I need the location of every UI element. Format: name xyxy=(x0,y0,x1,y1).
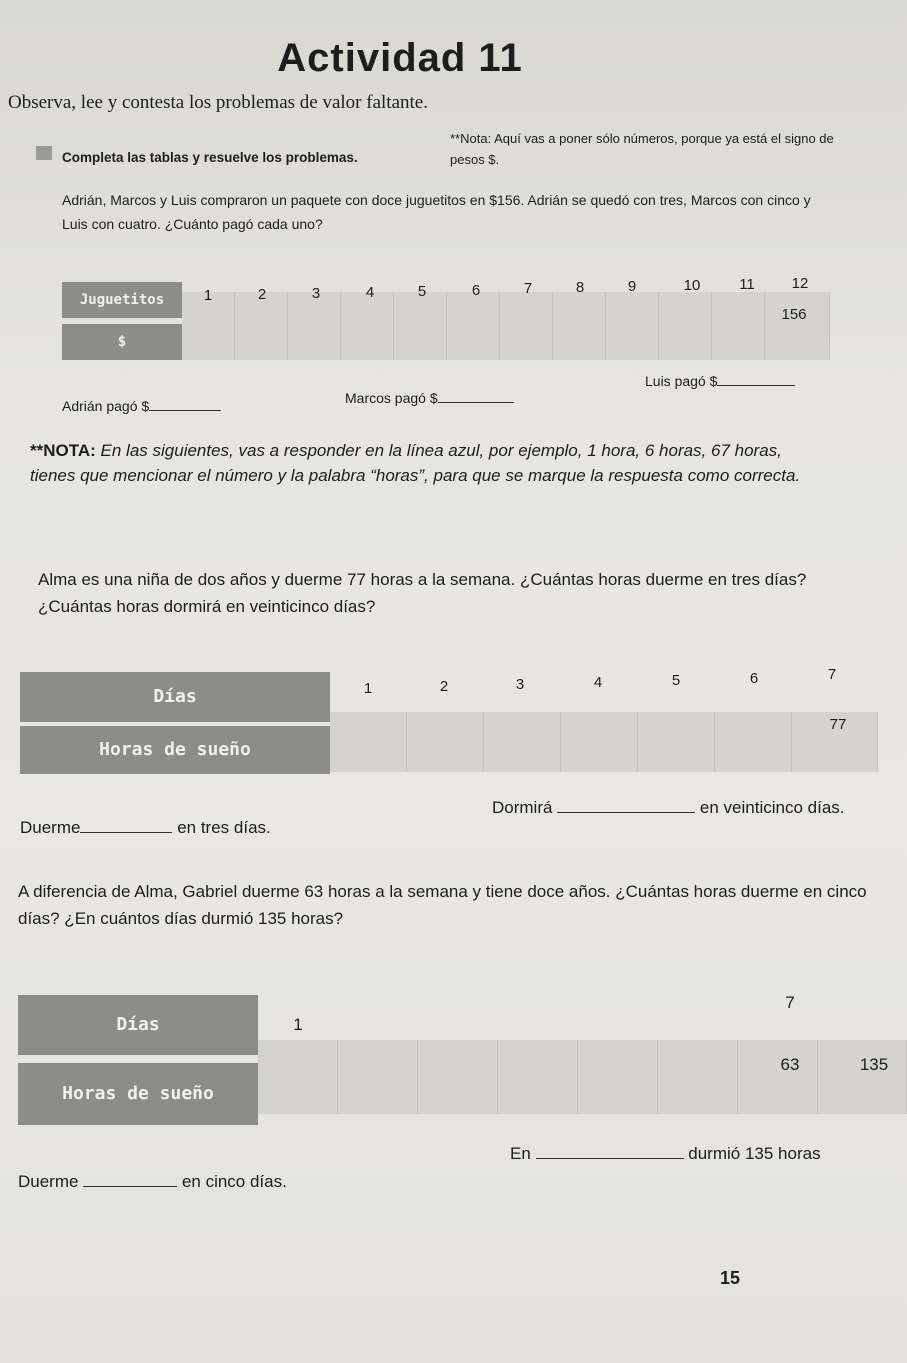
column-label: 8 xyxy=(575,279,585,296)
page-number: 15 xyxy=(720,1268,741,1288)
table-juguetitos xyxy=(62,262,832,362)
answer-blank[interactable] xyxy=(536,1144,684,1159)
table-header-horas: Horas de sueño xyxy=(18,1063,258,1125)
answer-prefix: En xyxy=(510,1144,531,1163)
table-cell[interactable] xyxy=(258,1040,338,1114)
problem-3-text: A diferencia de Alma, Gabriel duerme 63 horas a la semana y tiene doce años. ¿Cuántas horas duerme en cinco días? ¿En cuántos días durmió 135 horas? xyxy=(18,882,867,928)
column-label: 7 xyxy=(523,280,533,297)
answer-blank[interactable] xyxy=(557,798,695,813)
table-row-values xyxy=(258,1040,907,1114)
table-cell[interactable] xyxy=(407,712,484,772)
column-label: 1 xyxy=(293,1015,303,1034)
table-cell[interactable] xyxy=(498,1040,578,1114)
value-63: 63 xyxy=(780,1055,800,1074)
value-135: 135 xyxy=(859,1055,889,1074)
answer-gabriel-a xyxy=(18,1172,287,1192)
currency-note: **Nota: Aquí vas a poner sólo números, porque ya está el signo de pesos $. xyxy=(450,131,834,167)
answer-suffix: durmió 135 horas xyxy=(688,1144,821,1163)
column-label: 3 xyxy=(311,285,321,302)
answer-suffix: en veinticinco días. xyxy=(699,798,845,817)
answer-marcos xyxy=(345,388,514,406)
column-label: 10 xyxy=(683,277,701,294)
column-label: 6 xyxy=(749,670,759,687)
column-label: 5 xyxy=(671,672,681,689)
answer-alma-b xyxy=(492,798,845,818)
answer-suffix: en tres días. xyxy=(177,818,271,837)
table-cell[interactable] xyxy=(578,1040,658,1114)
problem-1-text: Adrián, Marcos y Luis compraron un paquete con doce juguetitos en $156. Adrián se quedó con tres, Marcos con cinco y Luis con cuatro. ¿Cuánto pagó cada uno? xyxy=(62,192,811,232)
column-label: 2 xyxy=(439,678,449,695)
page-title: Actividad 11 xyxy=(277,36,523,80)
table-cell[interactable] xyxy=(561,712,638,772)
answer-luis-label: Luis pagó $ xyxy=(645,373,718,389)
table-cell[interactable] xyxy=(447,292,500,360)
answer-prefix: Dormirá xyxy=(492,798,553,817)
nota-text xyxy=(30,438,830,488)
answer-marcos-blank[interactable] xyxy=(438,388,514,403)
table-cell[interactable] xyxy=(659,292,712,360)
known-value-156: 156 xyxy=(781,306,807,323)
table-gabriel xyxy=(18,985,907,1135)
table-cell[interactable] xyxy=(341,292,394,360)
instruction-text: Completa las tablas y resuelve los problemas. xyxy=(62,150,358,165)
table-header-dias: Días xyxy=(20,672,330,722)
column-label: 12 xyxy=(791,275,809,292)
table-row-values xyxy=(330,712,878,772)
answer-gabriel-b xyxy=(510,1144,821,1164)
table-cell[interactable] xyxy=(338,1040,418,1114)
answer-alma-a xyxy=(20,818,271,838)
column-label: 4 xyxy=(365,284,375,301)
section-bullet-icon xyxy=(36,146,52,160)
nota-body: En las siguientes, vas a responder en la línea azul, por ejemplo, 1 hora, 6 horas, 67 horas, tienes que mencionar el número y la palabra “horas”, para que se marque la respuesta como correcta. xyxy=(30,441,801,485)
column-label: 1 xyxy=(203,287,213,304)
table-cell[interactable] xyxy=(818,1040,907,1114)
column-label: 9 xyxy=(627,278,637,295)
table-cell[interactable] xyxy=(638,712,715,772)
table-cell[interactable] xyxy=(765,292,830,360)
answer-luis xyxy=(645,371,795,389)
table-cell[interactable] xyxy=(606,292,659,360)
answer-prefix: Duerme xyxy=(20,818,81,837)
table-cell[interactable] xyxy=(288,292,341,360)
intro-text: Observa, lee y contesta los problemas de valor faltante. xyxy=(8,92,428,113)
answer-adrian-blank[interactable] xyxy=(149,396,221,411)
answer-luis-blank[interactable] xyxy=(717,371,795,386)
problem-2-text: Alma es una niña de dos años y duerme 77 horas a la semana. ¿Cuántas horas duerme en tres días? ¿Cuántas horas dormirá en veinticinco días? xyxy=(38,570,807,616)
table-cell[interactable] xyxy=(658,1040,738,1114)
table-cell[interactable] xyxy=(394,292,447,360)
answer-adrian xyxy=(62,396,221,414)
table-cell[interactable] xyxy=(712,292,765,360)
column-label: 7 xyxy=(785,993,795,1012)
answer-marcos-label: Marcos pagó $ xyxy=(345,390,438,406)
table-header-dollar: $ xyxy=(62,324,182,360)
column-label: 7 xyxy=(827,666,837,683)
column-label: 11 xyxy=(739,276,755,293)
table-cell[interactable] xyxy=(738,1040,818,1114)
table-cell[interactable] xyxy=(500,292,553,360)
column-label: 1 xyxy=(363,680,373,697)
table-header-dias: Días xyxy=(18,995,258,1055)
column-label: 2 xyxy=(257,286,267,303)
table-cell[interactable] xyxy=(553,292,606,360)
known-value-77: 77 xyxy=(829,716,847,733)
table-header-horas: Horas de sueño xyxy=(20,726,330,774)
nota-prefix: **NOTA: xyxy=(30,441,96,460)
column-label: 5 xyxy=(417,283,427,300)
table-cell[interactable] xyxy=(330,712,407,772)
table-cell[interactable] xyxy=(715,712,792,772)
answer-blank[interactable] xyxy=(83,1172,177,1187)
column-label: 3 xyxy=(515,676,525,693)
table-header-juguetitos: Juguetitos xyxy=(62,282,182,318)
answer-adrian-label: Adrián pagó $ xyxy=(62,398,150,414)
answer-blank[interactable] xyxy=(80,818,172,833)
table-cell[interactable] xyxy=(484,712,561,772)
answer-suffix: en cinco días. xyxy=(181,1172,287,1191)
column-label: 4 xyxy=(593,674,603,691)
column-label: 6 xyxy=(471,282,481,299)
table-alma xyxy=(20,660,880,780)
answer-prefix: Duerme xyxy=(18,1172,79,1191)
table-cell[interactable] xyxy=(418,1040,498,1114)
